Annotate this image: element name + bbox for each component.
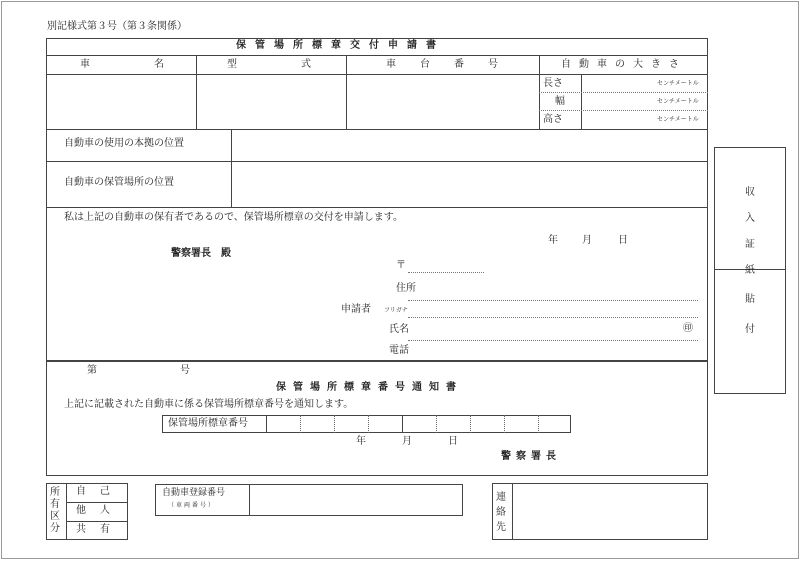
base-location-label: 自動車の使用の本拠の位置 (64, 138, 184, 149)
ownership-label: 所有区分 (50, 487, 60, 534)
address-label: 住所 (396, 283, 416, 294)
ownership-option-self: 自己 (76, 486, 124, 497)
header-car-name: 車名 (80, 59, 228, 70)
size-height-label: 高さ (543, 114, 563, 125)
contact-label: 連絡先 (496, 492, 506, 533)
contact-box (492, 483, 708, 540)
size-width-label: 幅 (555, 96, 565, 107)
date-year: 年 (548, 235, 558, 246)
seal-mark: ㊞ (683, 323, 693, 334)
date-month: 月 (582, 235, 592, 246)
size-height-unit: センチメートル (657, 116, 699, 123)
size-length-unit: センチメートル (657, 80, 699, 87)
number-box-label: 保管場所標章番号 (168, 418, 248, 429)
notice-title: 保管場所標章番号通知書 (276, 382, 463, 393)
ownership-option-shared: 共有 (76, 524, 124, 535)
size-length-label: 長さ (543, 78, 563, 89)
notice-no-suffix: 号 (180, 365, 190, 376)
applicant-label: 申請者 (341, 304, 371, 315)
header-model: 型式 (227, 59, 375, 70)
postal-mark: 〒 (396, 260, 406, 271)
form-reference: 別記様式第３号（第３条関係） (47, 21, 187, 32)
furigana-label: フリガナ (384, 307, 408, 314)
phone-label: 電話 (389, 345, 409, 356)
application-table (46, 38, 708, 361)
header-chassis-number: 車台番号 (386, 59, 522, 70)
ownership-option-other: 他人 (76, 505, 124, 516)
application-statement: 私は上記の自動車の保有者であるので、保管場所標章の交付を申請します。 (64, 212, 403, 223)
addressee: 警察署長 殿 (171, 248, 231, 259)
header-size: 自動車の大きさ (561, 59, 687, 70)
stamp-box-bottom-label: 貼付 (745, 294, 755, 335)
form-title: 保管場所標章交付申請書 (236, 40, 445, 51)
notice-date-day: 日 (448, 436, 458, 447)
name-label: 氏名 (389, 324, 409, 335)
date-day: 日 (618, 235, 628, 246)
notice-date-month: 月 (402, 436, 412, 447)
notice-date-year: 年 (356, 436, 366, 447)
registration-label: 自動車登録番号 (162, 488, 226, 498)
notice-issuer: 警察署長 (501, 451, 561, 462)
registration-sub-label: （車両番号） (168, 502, 217, 509)
notice-no-prefix: 第 (87, 365, 97, 376)
stamp-box-top-label: 収入証紙 (745, 187, 755, 276)
notice-text: 上記に記載された自動車に係る保管場所標章番号を通知します。 (64, 399, 354, 410)
storage-location-label: 自動車の保管場所の位置 (64, 177, 174, 188)
size-width-unit: センチメートル (657, 98, 699, 105)
